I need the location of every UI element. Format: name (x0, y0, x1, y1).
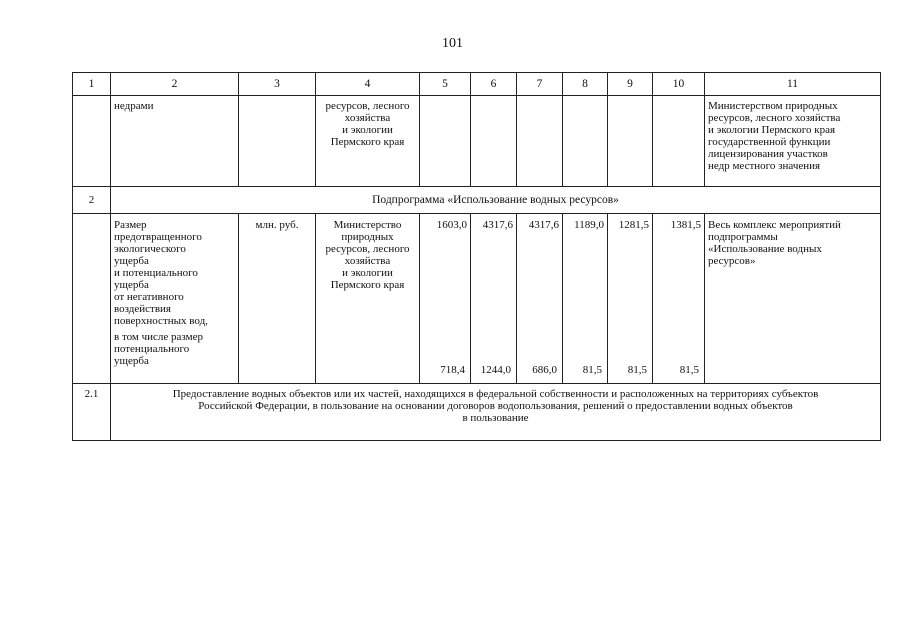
note-line: ресурсов» (708, 255, 756, 267)
indicator-name-line: Размер (114, 219, 147, 231)
indicator-name-line: экологического (114, 243, 186, 255)
page-number: 101 (442, 36, 463, 51)
subprogram-number: 2 (73, 187, 111, 214)
note-line: «Использование водных (708, 243, 822, 255)
note-line: ресурсов, лесного хозяйства (708, 112, 841, 124)
indicator-sub-name-line: ущерба (114, 355, 149, 367)
cell-value (420, 96, 471, 187)
indicator-value: 4317,6 (528, 219, 559, 231)
indicator-sub-value: 81,5 (627, 364, 647, 376)
cell-value (517, 96, 563, 187)
header-cell-6: 6 (471, 73, 517, 96)
indicator-sub-value: 1244,0 (480, 364, 511, 376)
table-row-continuation (73, 96, 881, 187)
note-line: Министерством природных (708, 100, 838, 112)
executor-line: Министерство (333, 219, 402, 231)
indicator-value-cell (471, 214, 517, 384)
document-table (72, 72, 881, 441)
header-cell-1: 1 (73, 73, 111, 96)
executor-line: и экологии (342, 267, 393, 279)
indicator-sub-name-line: потенциального (114, 343, 190, 355)
header-cell-7: 7 (517, 73, 563, 96)
indicator-name-line: от негативного (114, 291, 184, 303)
cell-value (471, 96, 517, 187)
indicator-name-line: поверхностных вод, (114, 315, 208, 327)
executor-line: хозяйства (344, 112, 391, 124)
cell-value (653, 96, 705, 187)
indicator-sub-value: 81,5 (679, 364, 699, 376)
indicator-value: 1603,0 (436, 219, 467, 231)
executor-line: Пермского края (330, 279, 405, 291)
indicator-executor (316, 214, 420, 384)
indicator-name-line: ущерба (114, 255, 149, 267)
executor-line: и экологии (342, 124, 393, 136)
indicator-name-line: предотвращенного (114, 231, 202, 243)
indicator-sub-value: 718,4 (440, 364, 465, 376)
executor-line: Пермского края (330, 136, 405, 148)
note-line: государственной функции (708, 136, 831, 148)
header-cell-10: 10 (653, 73, 705, 96)
measure-text-line: Предоставление водных объектов или их частей, находящихся в федеральной собственности и расположенных на территориях субъектов (172, 388, 819, 400)
indicator-name-line: и потенциального (114, 267, 198, 279)
header-cell-5: 5 (420, 73, 471, 96)
indicator-value-cell (420, 214, 471, 384)
indicator-value: 1189,0 (574, 219, 604, 231)
executor-line: природных (341, 231, 394, 243)
cell-number (73, 214, 111, 384)
indicator-value: 1381,5 (670, 219, 701, 231)
indicator-sub-value: 686,0 (532, 364, 557, 376)
cell-value (608, 96, 653, 187)
subprogram-title: Подпрограмма «Использование водных ресурсов» (111, 187, 881, 214)
cell-note (705, 96, 881, 187)
header-row (73, 73, 881, 96)
cell-executor (316, 96, 420, 187)
cell-value (563, 96, 608, 187)
note-line: недр местного значения (708, 160, 821, 172)
header-cell-2: 2 (111, 73, 239, 96)
table-row-subprogram (73, 187, 881, 214)
indicator-value-cell (608, 214, 653, 384)
table-row-indicator (73, 214, 881, 384)
executor-line: хозяйства (344, 255, 391, 267)
indicator-value: 4317,6 (482, 219, 513, 231)
note-line: лицензирования участков (708, 148, 828, 160)
header-cell-8: 8 (563, 73, 608, 96)
indicator-sub-name-line: в том числе размер (114, 331, 203, 343)
indicator-name-line: воздействия (114, 303, 171, 315)
header-cell-9: 9 (608, 73, 653, 96)
indicator-sub-value: 81,5 (582, 364, 602, 376)
note-line: Весь комплекс мероприятий (708, 219, 841, 231)
cell-name: недрами (111, 96, 239, 187)
indicator-value: 1281,5 (618, 219, 649, 231)
header-cell-4: 4 (316, 73, 420, 96)
note-line: и экологии Пермского края (708, 124, 836, 136)
indicator-name-line: ущерба (114, 279, 149, 291)
measure-text (111, 384, 881, 441)
measure-text-line: в пользование (462, 412, 529, 424)
measure-text-line: Российской Федерации, в пользование на основании договоров водопользования, решений о предоставлении водных объектов (198, 400, 793, 412)
indicator-name (111, 214, 239, 384)
table-row-measure (73, 384, 881, 441)
measure-number: 2.1 (73, 384, 111, 441)
indicator-value-cell (517, 214, 563, 384)
cell-number (73, 96, 111, 187)
indicator-value-cell (563, 214, 608, 384)
note-line: подпрограммы (708, 231, 778, 243)
header-cell-3: 3 (239, 73, 316, 96)
indicator-unit: млн. руб. (239, 214, 316, 384)
header-cell-11: 11 (705, 73, 881, 96)
executor-line: ресурсов, лесного (325, 100, 410, 112)
indicator-note (705, 214, 881, 384)
cell-unit (239, 96, 316, 187)
indicator-value-cell (653, 214, 705, 384)
executor-line: ресурсов, лесного (325, 243, 410, 255)
